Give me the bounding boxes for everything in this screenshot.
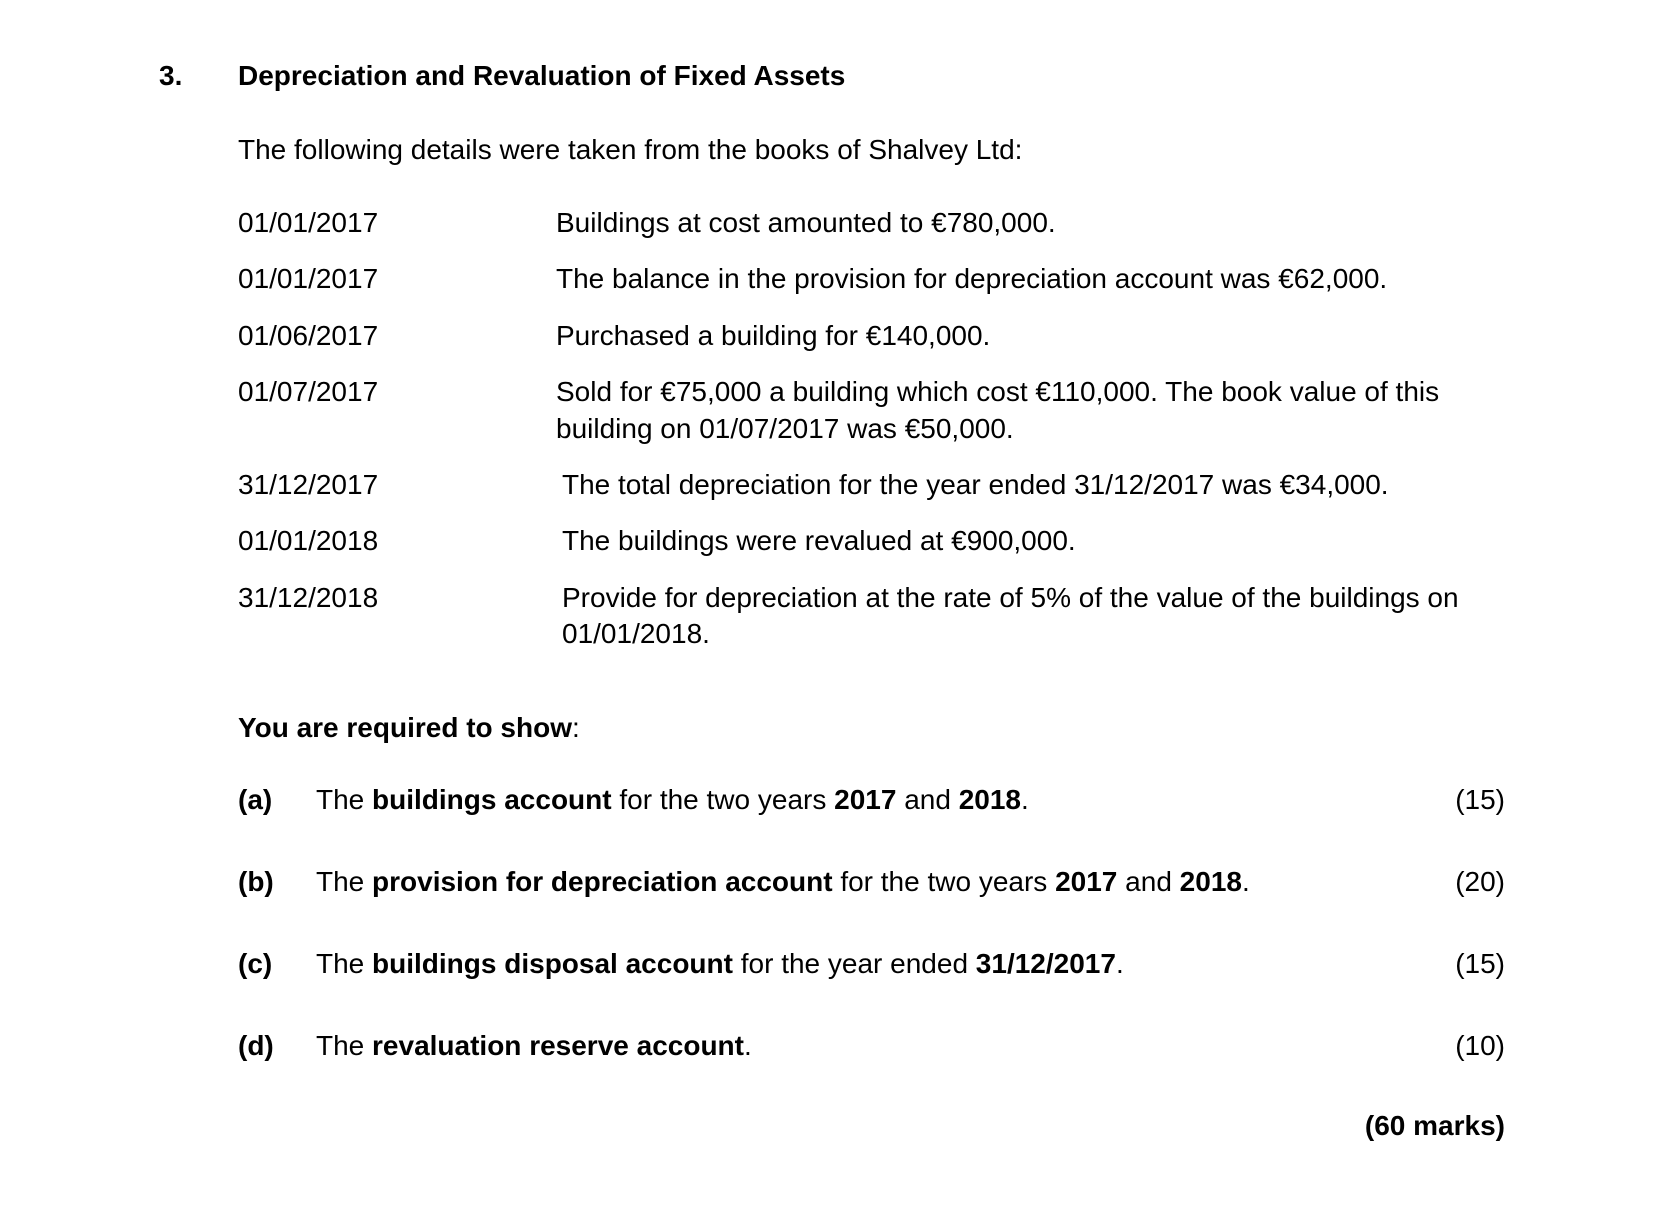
part-text-plain: .	[743, 1030, 752, 1061]
part-text-bold: revaluation reserve account	[372, 1030, 744, 1061]
part-row	[238, 864, 1505, 946]
transaction-row	[238, 318, 1518, 354]
transaction-description: The total depreciation for the year ended 31/12/2017 was €34,000.	[562, 468, 1389, 500]
question-intro: The following details were taken from the books of Shalvey Ltd:	[238, 134, 1023, 165]
transaction-date: 31/12/2018	[238, 581, 379, 613]
part-text-bold: buildings disposal account	[372, 948, 733, 979]
question-title: Depreciation and Revaluation of Fixed Assets	[238, 60, 846, 91]
transaction-date: 01/06/2017	[238, 319, 379, 351]
part-row	[238, 782, 1505, 864]
transaction-row	[238, 467, 1518, 503]
part-text-plain: for the two years	[832, 866, 1056, 897]
part-row	[238, 946, 1505, 1028]
transaction-description: Provide for depreciation at the rate of 5% of the value of the buildings on 01/01/2018.	[562, 581, 1459, 650]
transaction-list	[238, 205, 1518, 673]
part-text-bold: 31/12/2017	[975, 948, 1116, 979]
part-text-plain: The	[316, 866, 373, 897]
part-marks: (10)	[1455, 1030, 1505, 1061]
transaction-row	[238, 205, 1518, 241]
part-text-bold: 2017	[834, 784, 897, 815]
part-label: (d)	[238, 1030, 274, 1061]
required-parts	[238, 782, 1505, 1110]
part-text	[316, 864, 1455, 900]
transaction-description: Buildings at cost amounted to €780,000.	[556, 207, 1056, 238]
part-text-plain: .	[1115, 948, 1124, 979]
transaction-description: The buildings were revalued at €900,000.	[562, 525, 1076, 557]
part-text	[316, 946, 1455, 982]
transaction-date: 31/12/2017	[238, 468, 379, 500]
part-text-plain: for the year ended	[732, 948, 976, 979]
part-marks: (20)	[1455, 866, 1505, 897]
part-text-plain: and	[896, 784, 959, 815]
part-label: (b)	[238, 866, 274, 897]
required-colon: :	[571, 712, 580, 743]
transaction-row	[238, 261, 1518, 297]
part-text-bold: 2018	[1179, 866, 1242, 897]
part-text-bold: 2017	[1055, 866, 1118, 897]
part-text-plain: and	[1117, 866, 1180, 897]
part-row	[238, 1028, 1505, 1110]
part-text-plain: .	[1241, 866, 1250, 897]
transaction-row	[238, 580, 1518, 653]
part-label: (a)	[238, 784, 273, 815]
required-label: You are required to show	[238, 712, 572, 743]
transaction-description: Sold for €75,000 a building which cost €110,000. The book value of this building on 01/07/2017 was €50,000.	[556, 376, 1440, 444]
part-text-bold: 2018	[958, 784, 1022, 815]
part-label: (c)	[238, 948, 273, 979]
part-text-bold: provision for depreciation account	[372, 866, 833, 897]
transaction-date: 01/07/2017	[238, 376, 379, 408]
question-number: 3.	[159, 60, 183, 91]
transaction-row	[238, 523, 1518, 559]
part-text-plain: for the two years	[611, 784, 835, 815]
part-text-plain: The	[316, 948, 373, 979]
part-marks: (15)	[1455, 948, 1505, 979]
part-text	[316, 782, 1455, 818]
part-text-bold: buildings account	[372, 784, 612, 815]
part-text-plain: The	[316, 784, 373, 815]
part-text-plain: The	[316, 1030, 373, 1061]
transaction-description: Purchased a building for €140,000.	[556, 319, 991, 351]
required-heading	[238, 710, 580, 746]
transaction-row	[238, 374, 1518, 447]
part-marks: (15)	[1455, 784, 1505, 815]
part-text	[316, 1028, 1455, 1064]
transaction-description: The balance in the provision for depreciation account was €62,000.	[556, 263, 1388, 295]
transaction-date: 01/01/2018	[238, 525, 379, 557]
part-text-plain: .	[1021, 784, 1029, 815]
transaction-date: 01/01/2017	[238, 263, 379, 295]
total-marks: (60 marks)	[1364, 1110, 1505, 1141]
transaction-date: 01/01/2017	[238, 207, 379, 238]
